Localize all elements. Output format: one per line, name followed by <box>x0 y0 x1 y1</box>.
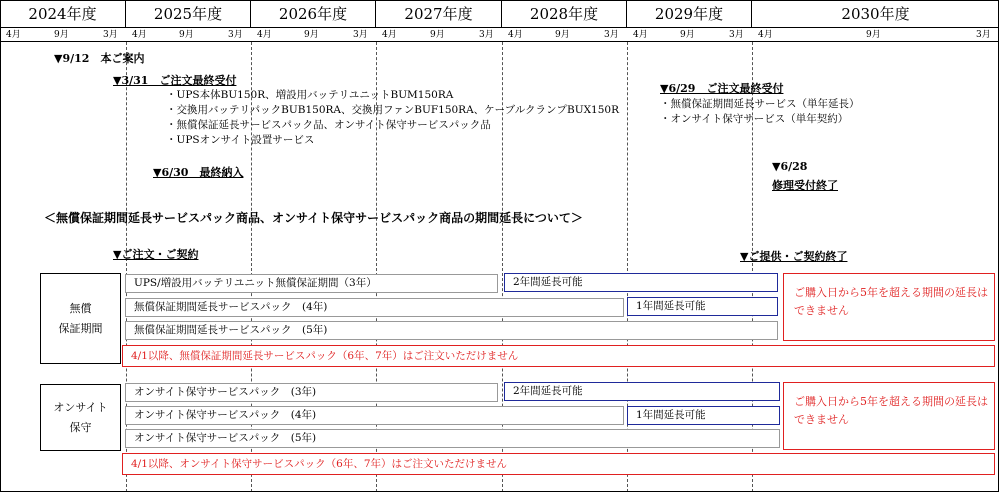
order-item: ・交換用バッテリパックBUB150RA、交換用ファンBUF150RA、ケーブルクランプBUX150R <box>166 104 619 116</box>
month-label: 9月 <box>680 30 695 40</box>
month-label: 9月 <box>179 30 194 40</box>
month-label: 9月 <box>555 30 570 40</box>
month-label: 4月 <box>508 30 523 40</box>
month-label: 9月 <box>54 30 69 40</box>
provide-end-label: ▼ご提供・ご契約終了 <box>740 250 848 263</box>
onsite-1yr-extension-bar: 1年間延長可能 <box>627 406 780 425</box>
month-label: 4月 <box>257 30 272 40</box>
warranty-3yr-bar: UPS/増設用バッテリユニット無償保証期間（3年） <box>125 274 498 293</box>
final-delivery-text: ▼6/30 最終納入 <box>153 166 244 179</box>
order-item: ・UPSオンサイト設置サービス <box>166 134 315 146</box>
month-label: 3月 <box>604 30 619 40</box>
warranty-label-line1: 無償 <box>69 301 92 315</box>
month-label: 9月 <box>304 30 319 40</box>
month-label: 4月 <box>6 30 21 40</box>
year-2027: 2027年度 <box>376 0 502 28</box>
warranty-1yr-extension-bar: 1年間延長可能 <box>627 297 778 316</box>
month-label: 3月 <box>353 30 368 40</box>
month-label: 3月 <box>976 30 991 40</box>
onsite-5yr-bar: オンサイト保守サービスパック (5年) <box>125 429 780 448</box>
month-label: 4月 <box>382 30 397 40</box>
onsite-red-notice: 4/1以降、オンサイト保守サービスパック（6年、7年）はご注文いただけません <box>122 453 995 475</box>
year-2026: 2026年度 <box>251 0 376 28</box>
order-deadline2-text: ▼6/29 ご注文最終受付 <box>660 82 784 95</box>
month-label: 4月 <box>758 30 773 40</box>
repair-end-label: 修理受付終了 <box>772 179 838 192</box>
year-2029: 2029年度 <box>627 0 752 28</box>
order-item: ・無償保証延長サービスパック品、オンサイト保守サービスパック品 <box>166 119 491 131</box>
warranty-label-line2: 保証期間 <box>58 321 103 335</box>
order-item2: ・オンサイト保守サービス（単年契約） <box>660 113 849 125</box>
month-label: 9月 <box>430 30 445 40</box>
year-2030: 2030年度 <box>752 0 999 28</box>
month-label: 3月 <box>103 30 118 40</box>
section-title: ＜無償保証期間延長サービスパック商品、オンサイト保守サービスパック商品の期間延長について＞ <box>44 211 583 225</box>
warranty-red-notice: 4/1以降、無償保証期間延長サービスパック（6年、7年）はご注文いただけません <box>122 345 995 367</box>
onsite-label-line1: オンサイト <box>53 400 108 414</box>
month-label: 3月 <box>479 30 494 40</box>
onsite-limit-note: ご購入日から5年を超える期間の延長はできません <box>783 382 995 450</box>
warranty-4yr-bar: 無償保証期間延長サービスパック (4年) <box>125 298 624 317</box>
month-label: 9月 <box>866 30 881 40</box>
year-2028: 2028年度 <box>502 0 627 28</box>
onsite-2yr-extension-bar: 2年間延長可能 <box>504 382 780 401</box>
order-deadline-text: ▼3/31 ご注文最終受付 <box>113 74 237 87</box>
warranty-2yr-extension-bar: 2年間延長可能 <box>504 273 778 292</box>
order-contract-label: ▼ご注文・ご契約 <box>113 248 199 261</box>
month-label: 3月 <box>729 30 744 40</box>
warranty-limit-note: ご購入日から5年を超える期間の延長はできません <box>783 273 995 341</box>
onsite-label-line2: 保守 <box>69 420 92 434</box>
onsite-3yr-bar: オンサイト保守サービスパック (3年) <box>125 383 498 402</box>
month-label: 4月 <box>132 30 147 40</box>
month-label: 3月 <box>228 30 243 40</box>
order-item2: ・無償保証期間延長サービス（単年延長） <box>660 98 860 110</box>
warranty-5yr-bar: 無償保証期間延長サービスパック (5年) <box>125 321 778 340</box>
order-item: ・UPS本体BU150R、増設用バッテリユニットBUM150RA <box>166 89 454 101</box>
guidance-milestone: ▼9/12 本ご案内 <box>54 52 145 65</box>
month-label: 4月 <box>633 30 648 40</box>
onsite-4yr-bar: オンサイト保守サービスパック (4年) <box>125 406 624 425</box>
year-2024: 2024年度 <box>0 0 126 28</box>
repair-end-date: ▼6/28 <box>772 160 808 173</box>
year-2025: 2025年度 <box>126 0 251 28</box>
